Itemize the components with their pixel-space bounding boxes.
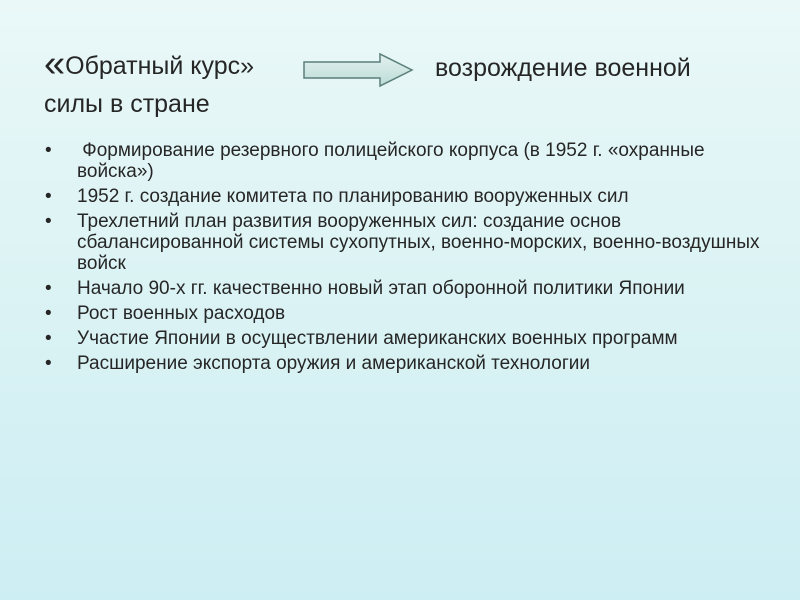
bullet-dot: •: [45, 278, 52, 299]
title-right: возрождение военной: [435, 54, 691, 82]
bullet-item: [44, 353, 764, 374]
bullet-text: Формирование резервного полицейского корпуса (в 1952 г. «охранные войска»): [77, 140, 710, 182]
bullet-dot: •: [45, 186, 52, 207]
bullet-dot: •: [45, 353, 52, 374]
bullet-item: [44, 303, 764, 324]
bullet-dot: •: [45, 303, 52, 324]
bullet-text: Начало 90-х гг. качественно новый этап оборонной политики Японии: [77, 278, 685, 299]
bullet-list: [44, 140, 764, 378]
right-arrow-icon: [302, 52, 414, 88]
bullet-item: [44, 140, 764, 182]
bullet-dot: •: [45, 211, 52, 232]
title-left-text: Обратный курс»: [65, 52, 255, 80]
bullet-text: Участие Японии в осуществлении американских военных программ: [77, 328, 678, 349]
bullet-text: Трехлетний план развития вооруженных сил: создание основ сбалансированной системы сухопутных, военно-морских, военно-воздушных войск: [77, 211, 760, 274]
bullet-dot: •: [45, 140, 52, 161]
title-second-line: силы в стране: [44, 90, 210, 118]
bullet-item: [44, 278, 764, 299]
bullet-item: [44, 211, 764, 274]
bullet-item: [44, 186, 764, 207]
title-open-quote: «: [44, 43, 66, 85]
bullet-text: 1952 г. создание комитета по планированию вооруженных сил: [77, 186, 629, 207]
bullet-dot: •: [45, 328, 52, 349]
bullet-item: [44, 328, 764, 349]
bullet-text: Расширение экспорта оружия и американской технологии: [77, 353, 590, 374]
bullet-text: Рост военных расходов: [77, 303, 286, 324]
title-left: [44, 44, 254, 86]
